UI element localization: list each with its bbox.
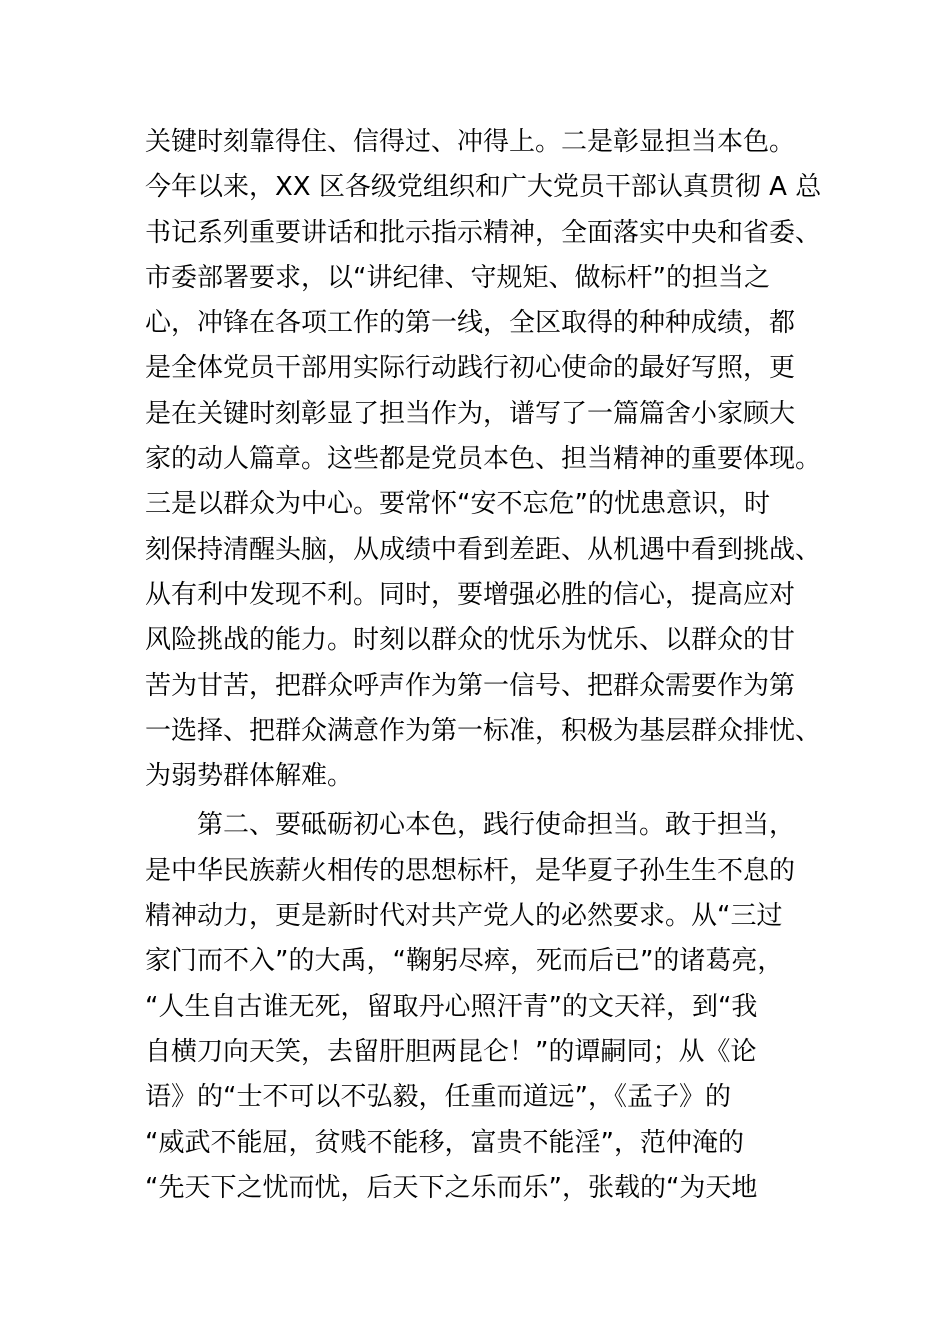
text-line: “先天下之忧而忧，后天下之乐而乐”，张载的“为天地 <box>145 1172 758 1203</box>
text-line: “威武不能屈，贫贱不能移，富贵不能淫”，范仲淹的 <box>145 1127 744 1158</box>
text-line: 精神动力，更是新时代对共产党人的必然要求。从“三过 <box>145 901 783 932</box>
text-line: 苦为甘苦，把群众呼声作为第一信号、把群众需要作为第 <box>145 670 796 701</box>
text-line: 风险挑战的能力。时刻以群众的忧乐为忧乐、以群众的甘 <box>145 625 796 656</box>
text-line: 关键时刻靠得住、信得过、冲得上。二是彰显担当本色。 <box>145 127 796 157</box>
text-line: 从有利中发现不利。同时，要增强必胜的信心，提高应对 <box>145 579 796 610</box>
text-line: 自横刀向天笑，去留肝胆两昆仑！”的谭嗣同；从《论 <box>145 1036 757 1067</box>
text-line: 家的动人篇章。这些都是党员本色、担当精神的重要体现。 <box>145 444 822 475</box>
text-line: 心，冲锋在各项工作的第一线，全区取得的种种成绩，都 <box>145 308 796 339</box>
text-line: 语》的“士不可以不弘毅，任重而道远”，《孟子》的 <box>145 1082 731 1113</box>
text-line: 是中华民族薪火相传的思想标杆，是华夏子孙生生不息的 <box>145 855 796 886</box>
body-text <box>145 120 822 1211</box>
text-line: 市委部署要求，以“讲纪律、守规矩、做标杆”的担当之 <box>145 262 770 293</box>
text-line: 是全体党员干部用实际行动践行初心使命的最好写照，更 <box>145 353 796 384</box>
text-line: 今年以来，XX 区各级党组织和广大党员干部认真贯彻 A 总 <box>145 172 822 203</box>
text-line: 第二、要砥砺初心本色，践行使命担当。敢于担当， <box>145 810 796 841</box>
text-line: 是在关键时刻彰显了担当作为，谱写了一篇篇舍小家顾大 <box>145 398 796 429</box>
text-line: 刻保持清醒头脑，从成绩中看到差距、从机遇中看到挑战、 <box>145 534 822 565</box>
text-line: 书记系列重要讲话和批示指示精神，全面落实中央和省委、 <box>145 217 822 248</box>
text-line: 家门而不入”的大禹，“鞠躬尽瘁，死而后已”的诸葛亮， <box>145 946 784 977</box>
text-line: 一选择、把群众满意作为第一标准，积极为基层群众排忧、 <box>145 715 822 746</box>
text-line: “人生自古谁无死，留取丹心照汗青”的文天祥，到“我 <box>145 991 758 1022</box>
text-line: 三是以群众为中心。要常怀“安不忘危”的忧患意识，时 <box>145 489 770 520</box>
text-line: 为弱势群体解难。 <box>145 761 354 792</box>
